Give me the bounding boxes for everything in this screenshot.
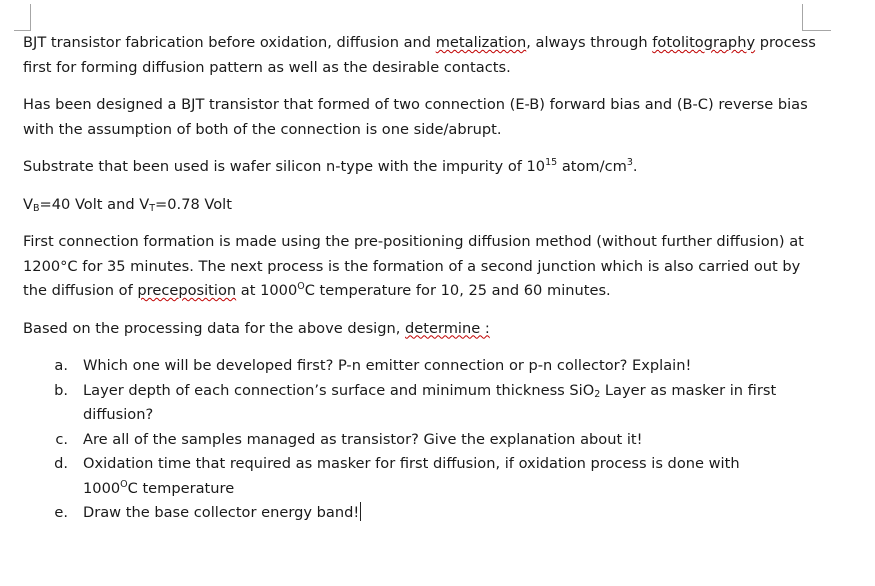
paragraph-design[interactable] (23, 93, 823, 142)
question-text: Which one will be developed first? P-n emitter connection or p-n collector? Explain! (83, 357, 692, 374)
question-item-d[interactable] (23, 452, 823, 501)
paragraph-substrate[interactable] (23, 155, 823, 180)
process-text-3: C temperature for 10, 25 and 60 minutes. (304, 282, 611, 299)
question-text (83, 501, 788, 526)
question-marker: d. (54, 455, 68, 472)
question-list (23, 354, 823, 526)
document-body[interactable] (23, 31, 823, 526)
page-corner-mark-left (14, 4, 31, 31)
question-text-part: Layer depth of each connection’s surface and minimum thickness SiO (83, 381, 595, 399)
degree-symbol: O (120, 478, 128, 490)
question-text-part: Oxidation time that required as masker for first diffusion, if oxidation process is done with 1000 (83, 455, 740, 497)
intro-text-2: , always through (526, 34, 653, 51)
impurity-exponent: 15 (545, 157, 558, 168)
page-corner-mark-right (802, 4, 831, 31)
vt-value: =0.78 Volt (155, 195, 232, 213)
question-marker: a. (54, 357, 68, 374)
question-text-part: C temperature (127, 479, 235, 497)
vb-symbol: V (23, 195, 33, 213)
question-text-part: Draw the base collector energy band! (83, 504, 360, 521)
sio2-subscript: 2 (594, 388, 601, 400)
question-item-b[interactable] (23, 379, 823, 428)
spellcheck-word-determine[interactable]: determine : (405, 319, 490, 337)
determine-text: Based on the processing data for the above design, (23, 319, 406, 337)
intro-text: BJT transistor fabrication before oxidation, diffusion and (23, 34, 436, 51)
question-text-part: Layer as masker in first diffusion? (83, 381, 777, 423)
question-marker: c. (55, 430, 68, 448)
spellcheck-word-preceposition[interactable]: preceposition (137, 282, 237, 299)
design-text: Has been designed a BJT transistor that formed of two connection (E-B) forward bias and (B-C) reverse bias with the assumption of both of the connection is one side/abrupt. (23, 96, 808, 138)
question-item-a[interactable] (23, 354, 823, 379)
substrate-unit: atom/cm (557, 158, 627, 175)
question-marker: e. (54, 504, 68, 521)
vt-symbol: V (139, 195, 150, 213)
substrate-period: . (632, 158, 638, 175)
process-text-2: at 1000 (236, 282, 298, 299)
vb-subscript: B (32, 202, 40, 214)
spellcheck-word-metalization[interactable]: metalization (435, 34, 527, 51)
question-marker: b. (54, 381, 68, 399)
question-item-e[interactable] (23, 501, 823, 526)
unit-exponent: 3 (626, 157, 633, 168)
process-text: First connection formation is made using the pre-positioning diffusion method (without further diffusion) at 1200°C for 35 minutes. The next process is the formation of a second junction which is also carried out by the diffusion of (23, 233, 804, 299)
spellcheck-word-fotolitography[interactable]: fotolitography (652, 34, 756, 51)
intro-text-3: process first for forming diffusion pattern as well as the desirable contacts. (23, 34, 816, 76)
paragraph-process[interactable] (23, 230, 823, 304)
vb-value: =40 Volt and (39, 195, 140, 213)
degree-symbol: O (297, 281, 305, 292)
vt-subscript: T (149, 202, 156, 214)
text-cursor (360, 502, 361, 521)
substrate-text: Substrate that been used is wafer silicon n-type with the impurity of 10 (23, 158, 546, 175)
question-item-c[interactable] (23, 428, 823, 453)
question-text (83, 379, 788, 428)
paragraph-intro[interactable] (23, 31, 823, 80)
paragraph-determine[interactable] (23, 317, 823, 342)
paragraph-voltages[interactable] (23, 193, 823, 218)
question-text: Are all of the samples managed as transistor? Give the explanation about it! (83, 430, 643, 448)
question-text (83, 452, 788, 501)
